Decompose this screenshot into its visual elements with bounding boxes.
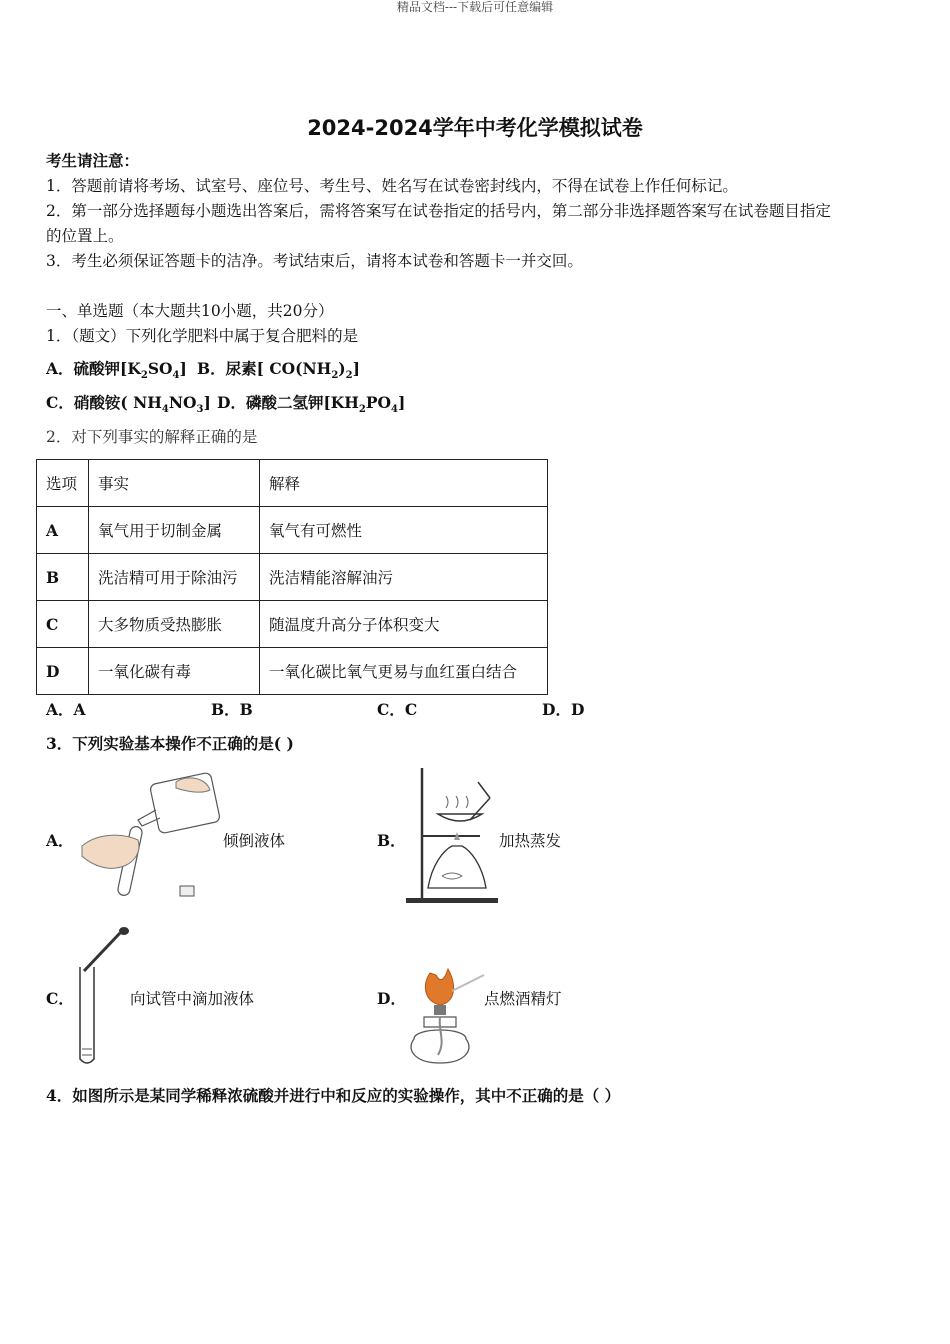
- table-row: [37, 554, 548, 601]
- q3-option-b-label: B．: [377, 831, 406, 850]
- q1-option-c: C．硝酸铵( $NH_4NO_3$]: [46, 393, 211, 416]
- table-header-cell: 事实: [89, 460, 260, 507]
- table-cell: D: [37, 648, 89, 695]
- q3-option-c-label: C．: [46, 989, 74, 1008]
- table-header-row: [37, 460, 548, 507]
- section-heading: 一、单选题（本大题共10小题，共20分）: [46, 302, 334, 320]
- q3-stem: 3．下列实验基本操作不正确的是( ): [46, 734, 294, 753]
- table-cell: 随温度升高分子体积变大: [260, 601, 548, 648]
- table-cell: A: [37, 507, 89, 554]
- pouring-liquid-figure: [76, 770, 226, 905]
- table-cell: C: [37, 601, 89, 648]
- q2-option-b: B．B: [211, 700, 253, 719]
- notice-item-2: 2．第一部分选择题每小题选出答案后，需将答案写在试卷指定的括号内，第二部分非选择题答案写在试卷题目指定: [46, 202, 831, 220]
- table-header-cell: 选项: [37, 460, 89, 507]
- q3-option-d-caption: 点燃酒精灯: [484, 990, 562, 1008]
- q3-option-d-label: D．: [377, 989, 406, 1008]
- page-header: 精品文档---下载后可任意编辑: [396, 0, 554, 14]
- table-cell: B: [37, 554, 89, 601]
- q2-stem: 2．对下列事实的解释正确的是: [46, 428, 258, 446]
- q2-option-c: C．C: [377, 700, 418, 719]
- q2-option-a: A．A: [46, 700, 86, 719]
- q1-option-b: B．尿素[ $CO(NH_2)_2$]: [197, 359, 360, 382]
- table-cell: 氧气有可燃性: [260, 507, 548, 554]
- notice-item-3: 3．考生必须保证答题卡的洁净。考试结束后，请将本试卷和答题卡一并交回。: [46, 252, 583, 270]
- q1-option-d: D．磷酸二氢钾$[KH_2PO_4]$: [217, 393, 406, 416]
- q3-option-a-label: A．: [46, 831, 74, 850]
- table-row: [37, 648, 548, 695]
- dropper-test-tube-figure: [74, 925, 134, 1070]
- table-header-cell: 解释: [260, 460, 548, 507]
- table-cell: 洗洁精可用于除油污: [89, 554, 260, 601]
- q3-option-a-caption: 倾倒液体: [223, 832, 286, 850]
- heating-evaporation-figure: [402, 764, 502, 906]
- table-cell: 大多物质受热膨胀: [89, 601, 260, 648]
- table-cell: 一氧化碳比氧气更易与血红蛋白结合: [260, 648, 548, 695]
- page-title: 2024-2024学年中考化学模拟试卷: [307, 116, 643, 140]
- q2-option-d: D．D: [542, 700, 585, 719]
- notice-item-2-cont: 的位置上。: [46, 227, 124, 245]
- table-row: [37, 507, 548, 554]
- q2-table: [36, 459, 548, 695]
- q3-option-b-caption: 加热蒸发: [499, 832, 562, 850]
- alcohol-lamp-figure: [402, 965, 492, 1071]
- q3-option-c-caption: 向试管中滴加液体: [130, 990, 255, 1008]
- notice-heading: 考生请注意：: [46, 151, 140, 170]
- table-cell: 氧气用于切制金属: [89, 507, 260, 554]
- table-row: [37, 601, 548, 648]
- q1-stem: 1．（题文）下列化学肥料中属于复合肥料的是: [46, 327, 359, 345]
- table-cell: 洗洁精能溶解油污: [260, 554, 548, 601]
- q4-stem: 4．如图所示是某同学稀释浓硫酸并进行中和反应的实验操作，其中不正确的是（ ）: [46, 1086, 621, 1105]
- notice-item-1: 1．答题前请将考场、试室号、座位号、考生号、姓名写在试卷密封线内，不得在试卷上作任何标记。: [46, 177, 738, 195]
- table-cell: 一氧化碳有毒: [89, 648, 260, 695]
- q1-option-a: A．硫酸钾$[K_2SO_4]$: [46, 359, 187, 382]
